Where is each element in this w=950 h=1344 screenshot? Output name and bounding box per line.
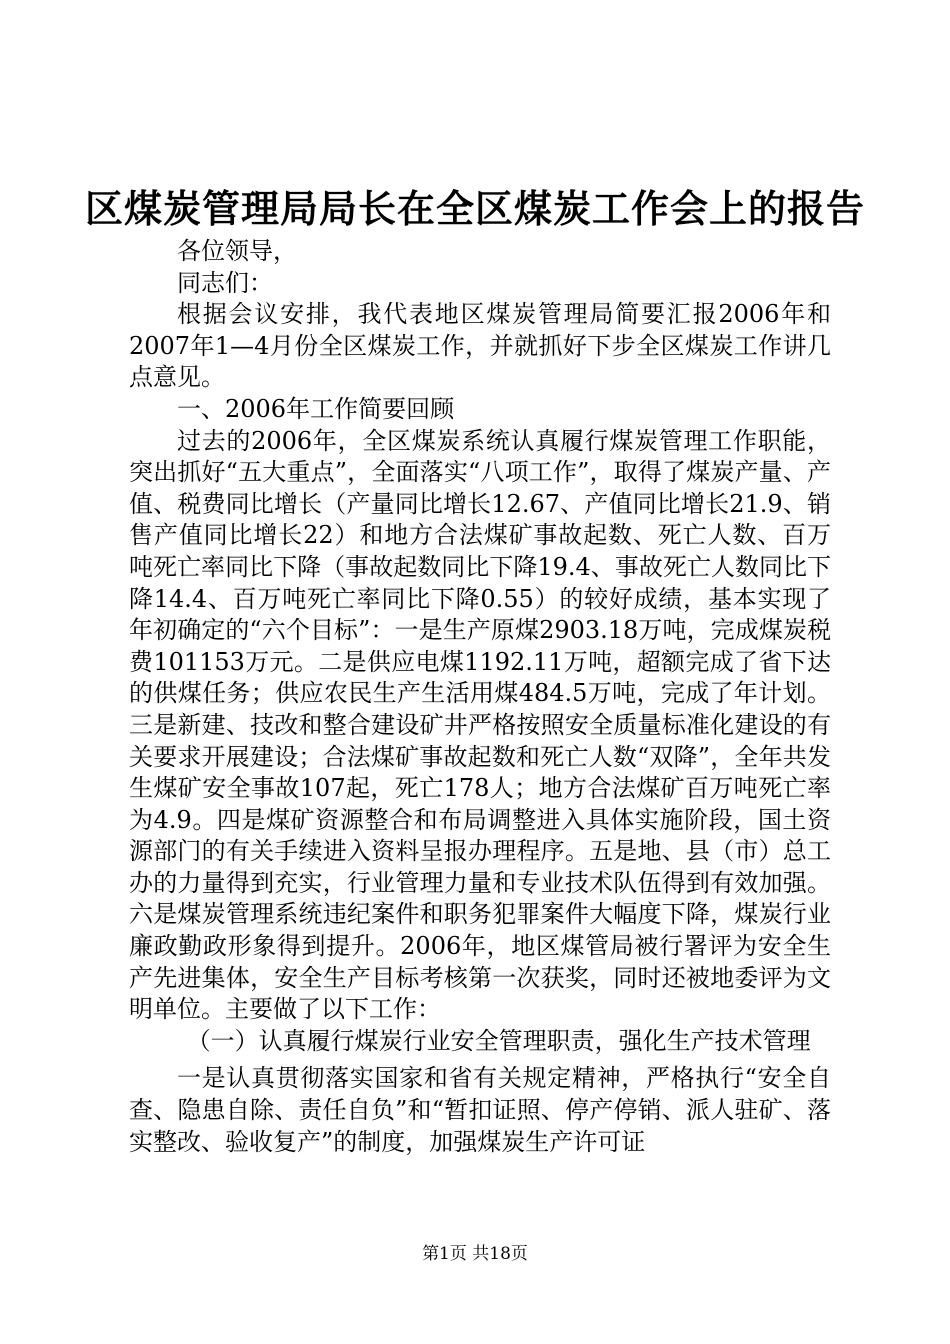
salutation-comrades: 同志们： — [177, 268, 273, 297]
document-title: 区煤炭管理局局长在全区煤炭工作会上的报告 — [84, 186, 865, 231]
document-body — [129, 236, 831, 1158]
page-number: 第1页 共18页 — [422, 1244, 528, 1264]
subsection-heading: （一）认真履行煤炭行业安全管理职责，强化生产技术管理 — [186, 1026, 811, 1055]
body-paragraph: 一是认真贯彻落实国家和省有关规定精神，严格执行“安全自查、隐患自除、责任自负”和“暂扣证照、停产停销、派人驻矿、落实整改、验收复产”的制度，加强煤炭生产许可证 — [129, 1064, 831, 1156]
intro-paragraph: 根据会议安排，我代表地区煤炭管理局简要汇报2006年和2007年1—4月份全区煤炭工作，并就抓好下步全区煤炭工作讲几点意见。 — [129, 300, 831, 392]
section-heading: 一、2006年工作简要回顾 — [177, 394, 455, 423]
salutation-leaders: 各位领导， — [177, 237, 297, 265]
review-paragraph: 过去的2006年，全区煤炭系统认真履行煤炭管理工作职能，突出抓好“五大重点”，全面落实“八项工作”，取得了煤炭产量、产值、税费同比增长（产量同比增长12.67、产值同比增长21.9、销售产值同比增长22）和地方合法煤矿事故起数、死亡人数、百万吨死亡率同比下降（事故起数同比下降19.4、事故死亡人数同比下降14.4、百万吨死亡率同比下降0.55）的较好成绩，基本实现了年初确定的“六个目标”：一是生产原煤2903.18万吨，完成煤炭税费101153万元。二是供应电煤1192.11万吨，超额完成了省下达的供煤任务；供应农民生产生活用煤484.5万吨，完成了年计划。三是新建、技改和整合建设矿井严格按照安全质量标准化建设的有关要求开展建设；合法煤矿事故起数和死亡人数“双降”，全年共发生煤矿安全事故107起，死亡178人；地方合法煤矿百万吨死亡率为4.9。四是煤矿资源整合和布局调整进入具体实施阶段，国土资源部门的有关手续进入资料呈报办理程序。五是地、县（市）总工办的力量得到充实，行业管理力量和专业技术队伍得到有效加强。六是煤炭管理系统违纪案件和职务犯罪案件大幅度下降，煤炭行业廉政勤政形象得到提升。2006年，地区煤管局被行署评为安全生产先进集体，安全生产目标考核第一次获奖，同时还被地委评为文明单位。主要做了以下工作： — [129, 426, 831, 1024]
